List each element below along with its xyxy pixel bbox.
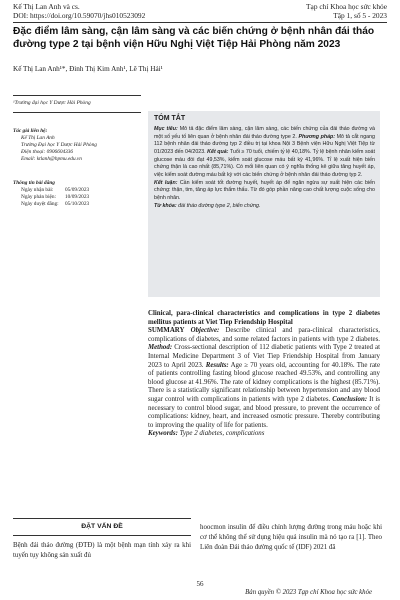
accepted-label: Ngày duyệt đăng: <box>21 201 59 208</box>
corresponding-author-block <box>13 128 131 163</box>
vi-method-label: Phương pháp: <box>298 133 336 140</box>
accepted-date: 05/10/2023 <box>65 201 90 208</box>
vi-keywords-label: Từ khóa: <box>154 202 177 209</box>
vi-method: Mô tả cắt ngang 112 bệnh nhân đái tháo đường typ 2 điều trị tại khoa Nội 3 Bệnh viện Hữu Nghị Việt Tiệp từ 01/2023 đến 04/2023. <box>154 133 375 155</box>
en-objective-label: Objective: <box>190 327 220 335</box>
header-left <box>13 2 145 20</box>
intro-left-column: Bệnh đái tháo đường (ĐTĐ) là một bệnh mạn tính xảy ra khi tuyến tụy không sản xuất đủ <box>13 542 191 559</box>
en-results-label: Results: <box>205 361 229 369</box>
received-date: 05/09/2023 <box>65 187 90 194</box>
article-title: Đặc điểm lâm sàng, cận lâm sàng và các biến chứng ở bệnh nhân đái tháo đường type 2 tại bệnh viện Hữu Nghị Việt Tiệp Hải Phòng năm 2023 <box>13 26 375 50</box>
vietnamese-abstract-box <box>148 111 380 297</box>
affiliation: ¹Trường đại học Y Dược Hải Phòng <box>13 100 91 106</box>
intro-heading-rule-top <box>13 518 191 519</box>
reviewed-date: 10/09/2023 <box>65 194 90 201</box>
received-label: Ngày nhận bài: <box>21 187 54 194</box>
vi-conclusion: Cần kiểm soát tốt đường huyết, huyết áp để ngăn ngừa sự xuất hiện các biến chứng: thận, tim, tăng áp lực thẩm thấu. Từ đó góp phần nâng cao chất lượng cuộc sống cho bệnh nhân. <box>154 179 375 201</box>
en-summary-label: SUMMARY <box>148 327 185 335</box>
vi-objective: Mô tả đặc điểm lâm sàng, cận lâm sàng, các biến chứng của đái tháo đường và một số yếu tố liên quan ở bệnh nhân đái tháo đường type 2. <box>154 126 375 140</box>
en-keywords: Type 2 diabetes, complications <box>179 430 265 438</box>
author-list: Kế Thị Lan Anh¹*, Đinh Thị Kim Anh¹, Lê Thị Hải¹ <box>13 65 163 73</box>
header-authors: Kế Thị Lan Anh và cs. <box>13 2 80 11</box>
en-conclusion: It is necessary to control blood sugar, and blood pressure, to prevent the occurrence of complications: kidney, heart, and increased osmotic pressure. Thereby contributing to improving the quality of life for patients. <box>148 395 380 429</box>
affiliation-divider-bottom <box>13 112 141 113</box>
accepted-row <box>13 201 131 208</box>
reviewed-label: Ngày phản biện: <box>21 194 57 201</box>
header-journal: Tạp chí Khoa học sức khỏe <box>306 2 387 11</box>
english-abstract-body <box>148 327 380 439</box>
corresponding-school: Trường Đại học Y Dược Hải Phòng <box>21 142 97 149</box>
vietnamese-abstract-title: TÓM TẮT <box>154 115 186 122</box>
vi-objective-label: Mục tiêu: <box>154 126 178 132</box>
vi-conclusion-label: Kết luận: <box>154 179 178 186</box>
received-row <box>13 187 131 194</box>
introduction-heading: ĐẶT VẤN ĐỀ <box>81 523 123 530</box>
en-keywords-label: Keywords: <box>148 430 178 438</box>
intro-right-column: hoocmon insulin để điều chỉnh lượng đường trong máu hoặc khi cơ thể không thể sử dụng hiệu quả insulin mà nó tạo ra [1]. Theo Liên đoàn Đái tháo đường quốc tế (IDF) 2021 đã <box>200 524 382 551</box>
vi-keywords: đái tháo đường type 2, biến chứng. <box>178 202 261 209</box>
en-method-label: Method: <box>148 344 173 352</box>
header-divider <box>13 22 387 23</box>
vi-result: Tuổi ≥ 70 tuổi, chiếm tỷ lệ 40,18%. Tỷ lệ bệnh nhân kiểm soát glucose máu đói đạt 49,53%, kiểm soát glucose máu bất kỳ 41,96%. Tỉ lệ xuất hiện biến chứng thận là cao nhất (85,71%). Có mối liên quan có ý nghĩa thống kê giữa tăng huyết áp, việc kiểm soát đường máu bất kỳ với các biến chứng ở bệnh nhân đái tháo đường typ 2. <box>154 148 375 178</box>
header-right <box>306 2 387 20</box>
corresponding-phone: Điện thoại: 0906604336 <box>21 149 74 156</box>
vietnamese-abstract-body <box>154 126 375 210</box>
page-number: 56 <box>196 580 204 588</box>
header-doi[interactable]: DOI: https://doi.org/10.59070/jhs010523092 <box>13 11 146 20</box>
en-method: Cross-sectional description of 112 diabetic patients with Type 2 treated at Internal Medicine Department 3 of Viet Tiep Friendship Hospital from January 2023 to April 2023. <box>148 344 380 369</box>
affiliation-divider-top <box>13 95 141 96</box>
corresponding-name: Kế Thị Lan Anh <box>21 135 55 142</box>
article-info-heading: Thông tin bài đăng <box>13 180 55 186</box>
en-conclusion-label: Conclusion: <box>332 395 368 403</box>
english-abstract <box>148 310 380 439</box>
en-objective: Describe clinical and para-clinical characteristics, complications of diabetes, and some related factors in patients with type 2 diabetes. <box>148 327 380 343</box>
article-info-block <box>13 180 131 208</box>
reviewed-row <box>13 194 131 201</box>
copyright-notice: Bản quyền © 2023 Tạp chí Khoa học sức khỏe <box>245 589 372 596</box>
english-title: Clinical, para-clinical characteristics and complications in type 2 diabetes mellitus patients at Viet Tiep Friendship Hospital <box>148 310 380 326</box>
header-volume: Tập 1, số 5 - 2023 <box>333 11 387 20</box>
corresponding-email[interactable]: Email: ktlanh@hpmu.edu.vn <box>21 156 82 163</box>
en-results: Age ≥ 70 years old, accounting for 40.18%. The rate of patients controlling fasting blood glucose reached 49.53%, and controlling any blood glucose at 41.96%. The rate of kidney complications is the highest (85.71%). There is a statistically significant relationship between hypertension and any blood sugar control with complications in patients with type 2 diabetes. <box>148 361 380 403</box>
intro-heading-rule-bottom <box>13 535 191 536</box>
vi-result-label: Kết quả: <box>207 148 229 155</box>
corresponding-heading: Tác giả liên hệ: <box>13 128 48 134</box>
